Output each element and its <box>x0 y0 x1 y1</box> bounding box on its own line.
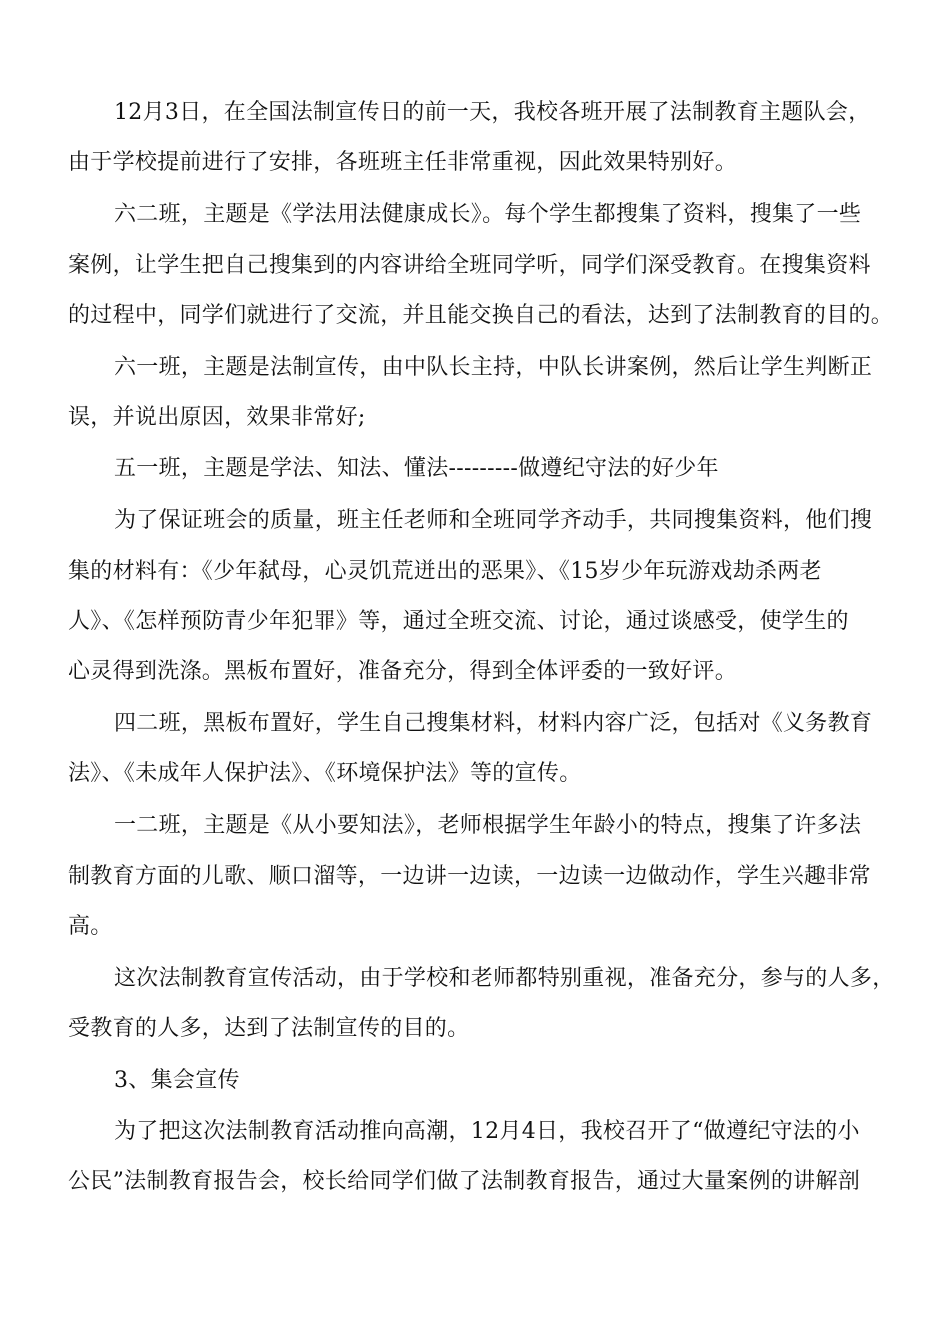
text-line: 这次法制教育宣传活动，由于学校和老师都特别重视，准备充分，参与的人多， <box>114 966 895 991</box>
text-line: 误，并说出原因，效果非常好; <box>68 405 366 430</box>
text-line: 案例，让学生把自己搜集到的内容讲给全班同学听，同学们深受教育。在搜集资料 <box>68 253 871 278</box>
text-line: 为了保证班会的质量，班主任老师和全班同学齐动手，共同搜集资料，他们搜 <box>114 508 873 533</box>
text-line: 法》、《未成年人保护法》、《环境保护法》等的宣传。 <box>68 761 582 786</box>
text-line: 六一班，主题是法制宣传，由中队长主持，中队长讲案例，然后让学生判断正 <box>114 355 873 380</box>
text-line: 心灵得到洗涤。黑板布置好，准备充分，得到全体评委的一致好评。 <box>68 659 738 684</box>
text-line: 高。 <box>68 914 113 939</box>
text-line: 人》、《怎样预防青少年犯罪》等，通过全班交流、讨论，通过谈感受，使学生的 <box>68 609 849 634</box>
text-line: 制教育方面的儿歌、顺口溜等，一边讲一边读，一边读一边做动作，学生兴趣非常 <box>68 864 871 889</box>
text-line: 公民”法制教育报告会，校长给同学们做了法制教育报告，通过大量案例的讲解剖 <box>68 1169 861 1194</box>
text-line: 四二班，黑板布置好，学生自己搜集材料，材料内容广泛，包括对《义务教育 <box>114 711 873 736</box>
text-line: 一二班，主题是《从小要知法》，老师根据学生年龄小的特点，搜集了许多法 <box>114 813 862 838</box>
text-line: 12月3日，在全国法制宣传日的前一天，我校各班开展了法制教育主题队会， <box>114 100 871 125</box>
section-heading: 3、集会宣传 <box>114 1068 240 1093</box>
text-line: 为了把这次法制教育活动推向高潮，12月4日，我校召开了“做遵纪守法的小 <box>114 1119 860 1144</box>
text-line: 受教育的人多，达到了法制宣传的目的。 <box>68 1016 470 1041</box>
text-line: 六二班，主题是《学法用法健康成长》。每个学生都搜集了资料，搜集了一些 <box>114 202 862 227</box>
text-line: 的过程中，同学们就进行了交流，并且能交换自己的看法，达到了法制教育的目的。 <box>68 303 894 328</box>
text-line: 集的材料有：《少年弑母，心灵饥荒迸出的恶果》、《15岁少年玩游戏劫杀两老 <box>68 559 822 584</box>
text-line: 由于学校提前进行了安排，各班班主任非常重视，因此效果特别好。 <box>68 150 738 175</box>
text-line: 五一班，主题是学法、知法、懂法---------做遵纪守法的好少年 <box>114 456 719 481</box>
